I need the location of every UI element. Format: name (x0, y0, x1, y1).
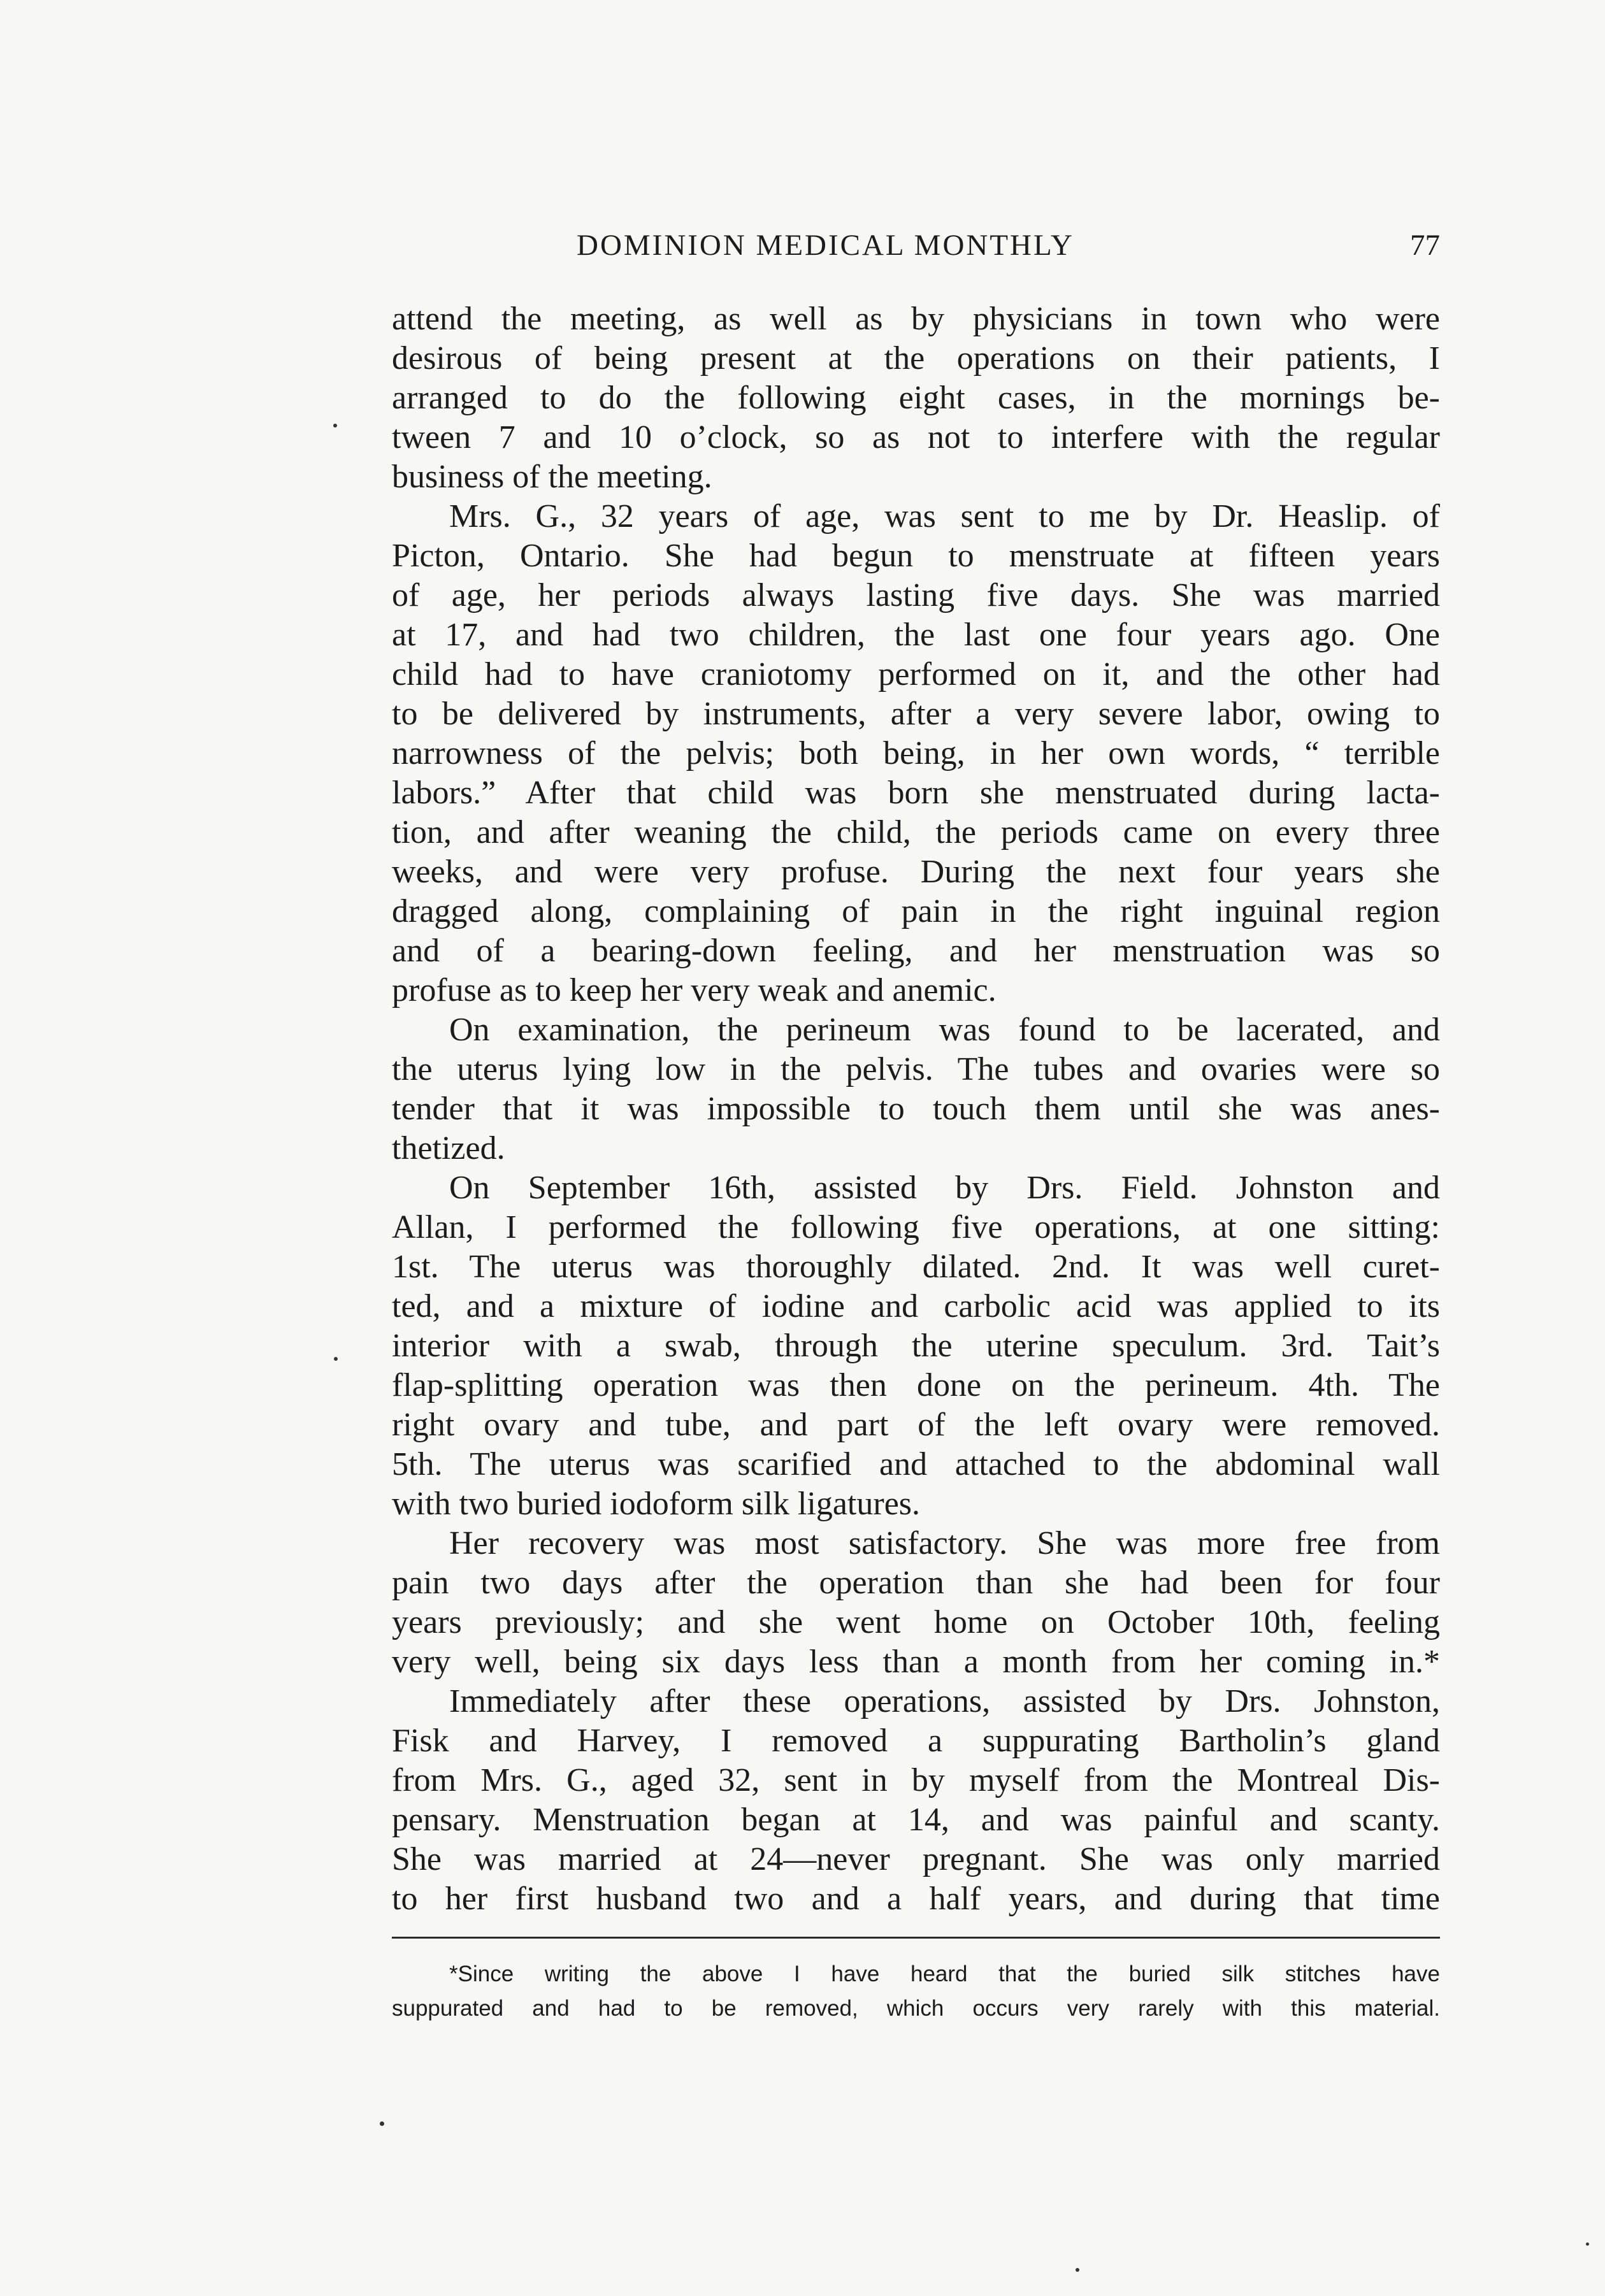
journal-title: DOMINION MEDICAL MONTHLY (577, 229, 1074, 262)
text-line: of age, her periods always lasting five days. She was married (392, 577, 1440, 613)
footnote (392, 1957, 1440, 2026)
text-line: thetized. (392, 1130, 505, 1166)
text-line: business of the meeting. (392, 459, 712, 495)
text-line: flap-splitting operation was then done on the perineum. 4th. The (392, 1367, 1440, 1403)
page-number: 77 (1410, 229, 1440, 262)
text-line: tion, and after weaning the child, the periods came on every three (392, 814, 1440, 850)
text-line: narrowness of the pelvis; both being, in her own words, “ terrible (392, 735, 1440, 771)
text-line: attend the meeting, as well as by physicians in town who were (392, 301, 1440, 337)
footnote-line: suppurated and had to be removed, which occurs very rarely with this material. (392, 1996, 1440, 2021)
scan-speck (1076, 2268, 1079, 2272)
text-line: labors.” After that child was born she menstruated during lacta- (392, 775, 1440, 811)
text-line: from Mrs. G., aged 32, sent in by myself from the Montreal Dis- (392, 1762, 1440, 1798)
text-line: pain two days after the operation than she had been for four (392, 1565, 1440, 1601)
text-line: Picton, Ontario. She had begun to menstruate at fifteen years (392, 538, 1440, 574)
footnote-divider (392, 1937, 1440, 1939)
text-line: ted, and a mixture of iodine and carbolic acid was applied to its (392, 1288, 1440, 1324)
text-line: Fisk and Harvey, I removed a suppurating Bartholin’s gland (392, 1723, 1440, 1759)
text-line: arranged to do the following eight cases, in the mornings be- (392, 380, 1440, 416)
scan-speck (1586, 2242, 1589, 2246)
scan-speck (380, 2121, 384, 2126)
text-line: On examination, the perineum was found to be lacerated, and (449, 1012, 1440, 1048)
text-line: at 17, and had two children, the last one four years ago. One (392, 617, 1440, 653)
text-line: with two buried iodoform silk ligatures. (392, 1486, 921, 1522)
text-line: child had to have craniotomy performed on it, and the other had (392, 656, 1440, 692)
text-line: desirous of being present at the operations on their patients, I (392, 340, 1440, 377)
scan-speck (333, 424, 337, 427)
text-line: She was married at 24—never pregnant. She was only married (392, 1841, 1440, 1877)
text-line: very well, being six days less than a month from her coming in.* (392, 1644, 1440, 1680)
text-line: to be delivered by instruments, after a very severe labor, owing to (392, 696, 1440, 732)
text-line: and of a bearing-down feeling, and her menstruation was so (392, 933, 1440, 969)
text-line: profuse as to keep her very weak and anemic. (392, 972, 997, 1008)
text-line: On September 16th, assisted by Drs. Field. Johnston and (449, 1170, 1440, 1206)
text-line: 5th. The uterus was scarified and attached to the abdominal wall (392, 1446, 1440, 1482)
text-line: Mrs. G., 32 years of age, was sent to me by Dr. Heaslip. of (449, 498, 1440, 535)
text-line: to her first husband two and a half years, and during that time (392, 1881, 1440, 1917)
running-head (392, 228, 1440, 273)
text-line: right ovary and tube, and part of the left ovary were removed. (392, 1407, 1440, 1443)
text-line: years previously; and she went home on October 10th, feeling (392, 1604, 1440, 1640)
text-line: weeks, and were very profuse. During the next four years she (392, 854, 1440, 890)
article-body (392, 299, 1440, 1919)
text-line: the uterus lying low in the pelvis. The tubes and ovaries were so (392, 1051, 1440, 1087)
text-line: Immediately after these operations, assisted by Drs. Johnston, (449, 1683, 1440, 1719)
scan-speck (334, 1357, 338, 1361)
text-line: tween 7 and 10 o’clock, so as not to interfere with the regular (392, 419, 1440, 456)
text-line: tender that it was impossible to touch them until she was anes- (392, 1091, 1440, 1127)
text-line: pensary. Menstruation began at 14, and was painful and scanty. (392, 1802, 1440, 1838)
text-line: Allan, I performed the following five operations, at one sitting: (392, 1209, 1440, 1245)
text-line: interior with a swab, through the uterine speculum. 3rd. Tait’s (392, 1328, 1440, 1364)
text-line: 1st. The uterus was thoroughly dilated. 2nd. It was well curet- (392, 1249, 1440, 1285)
footnote-line: *Since writing the above I have heard that the buried silk stitches have (449, 1962, 1440, 1986)
text-line: Her recovery was most satisfactory. She was more free from (449, 1525, 1440, 1561)
text-line: dragged along, complaining of pain in the right inguinal region (392, 893, 1440, 929)
